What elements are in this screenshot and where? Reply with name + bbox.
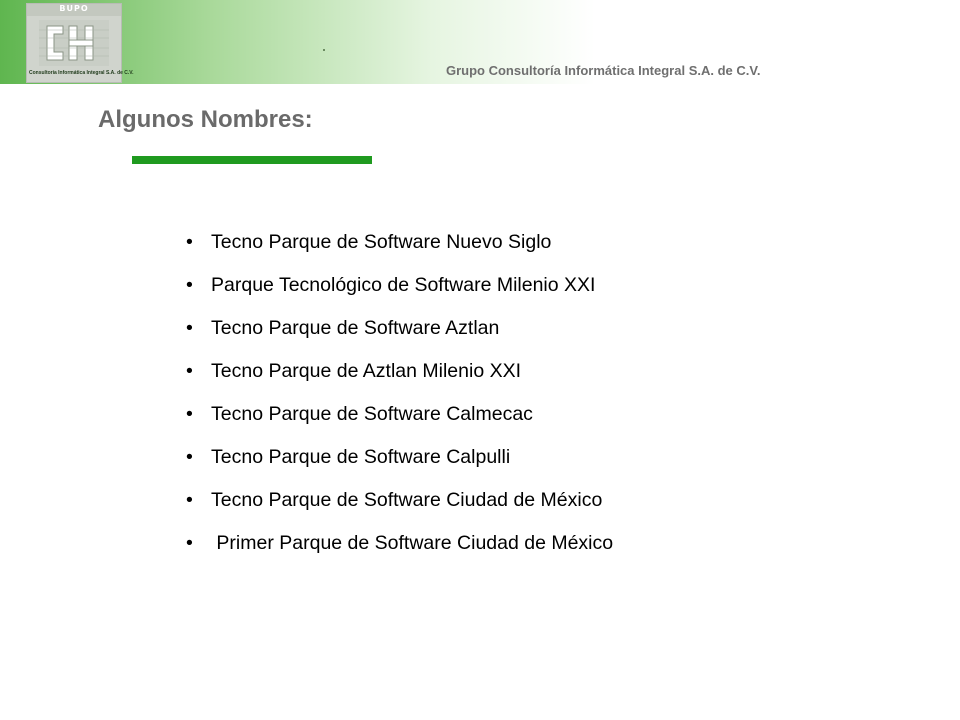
list-item-text: Parque Tecnológico de Software Milenio XXI (211, 274, 596, 296)
list-item (186, 358, 613, 401)
list-item-text: Primer Parque de Software Ciudad de México (211, 532, 614, 554)
list-item-text: Tecno Parque de Software Ciudad de México (211, 489, 603, 511)
bullet-icon: • (186, 274, 193, 296)
company-name: Grupo Consultoría Informática Integral S.A. de C.V. (446, 63, 761, 78)
list-item (186, 530, 613, 573)
list-item-text: Tecno Parque de Software Calpulli (211, 446, 511, 468)
list-item-text: Tecno Parque de Aztlan Milenio XXI (211, 360, 522, 382)
slide-title: Algunos Nombres: (98, 106, 313, 133)
list-item (186, 229, 613, 272)
bullet-icon: • (186, 317, 193, 339)
bullet-icon: • (186, 489, 193, 511)
title-underline (132, 156, 372, 164)
list-item (186, 272, 613, 315)
list-item (186, 315, 613, 358)
list-item (186, 487, 613, 530)
bullet-icon: • (186, 360, 193, 382)
names-list (186, 229, 613, 573)
bullet-icon: • (186, 231, 193, 253)
list-item-text: Tecno Parque de Software Calmecac (211, 403, 533, 425)
logo-caption: Consultoría Informática Integral S.A. de C.V. (29, 70, 134, 76)
logo-letters-icon (39, 20, 109, 66)
list-item (186, 444, 613, 487)
list-item (186, 401, 613, 444)
bullet-icon: • (186, 403, 193, 425)
bullet-icon: • (186, 446, 193, 468)
company-logo (26, 3, 134, 83)
bullet-icon: • (186, 532, 193, 554)
decorative-dot (323, 49, 325, 51)
list-item-text: Tecno Parque de Software Nuevo Siglo (211, 231, 552, 253)
list-item-text: Tecno Parque de Software Aztlan (211, 317, 500, 339)
logo-top-text: BUPO (59, 4, 89, 13)
logo-top-strip (27, 4, 121, 16)
